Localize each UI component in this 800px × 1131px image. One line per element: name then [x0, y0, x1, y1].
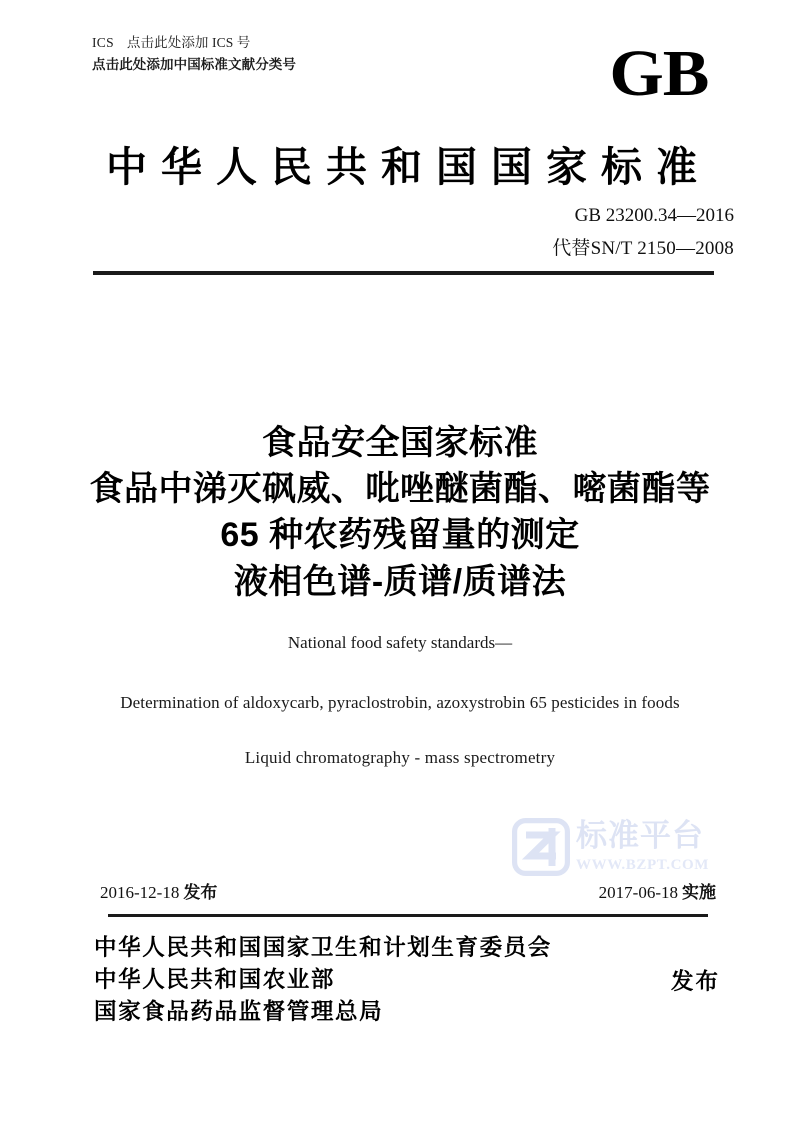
document-title-en — [60, 630, 740, 771]
page-header — [92, 32, 708, 110]
watermark-name: 标准平台 — [576, 818, 704, 853]
bz-logo-icon — [512, 818, 570, 876]
ics-label: ICS — [92, 35, 114, 50]
classification-number: 点击此处添加中国标准文献分类号 — [92, 56, 296, 72]
issuing-agencies — [94, 932, 722, 1028]
issuer-line-1: 中华人民共和国国家卫生和计划生育委员会 — [94, 935, 552, 960]
watermark — [512, 818, 709, 876]
effective-date-label: 实施 — [682, 883, 716, 902]
title-line-3: 65 种农药残留量的测定 — [220, 516, 580, 555]
footer-divider — [108, 914, 708, 917]
effective-date — [599, 878, 716, 903]
issuer-line-3: 国家食品药品监督管理总局 — [94, 998, 384, 1024]
standard-number: GB 23200.34—2016 — [574, 205, 734, 226]
ics-line — [92, 32, 296, 54]
issue-date — [100, 878, 217, 903]
issuer-list — [94, 932, 552, 1028]
title-en-line-3: Liquid chromatography - mass spectrometry — [244, 748, 556, 767]
issuer-line-2: 中华人民共和国农业部 — [94, 966, 336, 992]
title-line-1: 食品安全国家标准 — [262, 424, 538, 462]
effective-date-value: 2017-06-18 — [598, 883, 678, 902]
ics-value: 点击此处添加 ICS 号 — [126, 35, 251, 50]
issue-date-value: 2016-12-18 — [100, 883, 180, 902]
gb-logo: GB — [609, 37, 708, 110]
national-standard-heading: 中华人民共和国国家标准 — [106, 144, 711, 190]
ics-block — [92, 32, 296, 76]
replaced-standard: 代替SN/T 2150—2008 — [552, 237, 734, 259]
watermark-text — [576, 818, 709, 874]
issue-date-label: 发布 — [183, 883, 218, 902]
standard-number-block — [552, 200, 734, 265]
title-line-4: 液相色谱-质谱/质谱法 — [233, 562, 567, 601]
document-title-cn — [60, 420, 740, 605]
dates-row — [100, 878, 716, 903]
title-en-line-2: Determination of aldoxycarb, pyraclostrobin, azoxystrobin 65 pesticides in foods — [120, 692, 680, 712]
header-divider — [93, 271, 714, 275]
watermark-url: WWW.BZPT.COM — [576, 856, 710, 873]
title-en-line-1: National food safety standards— — [287, 633, 513, 652]
issue-verb: 发布 — [670, 968, 720, 994]
title-line-2: 食品中涕灭砜威、吡唑醚菌酯、嘧菌酯等 — [89, 470, 711, 509]
